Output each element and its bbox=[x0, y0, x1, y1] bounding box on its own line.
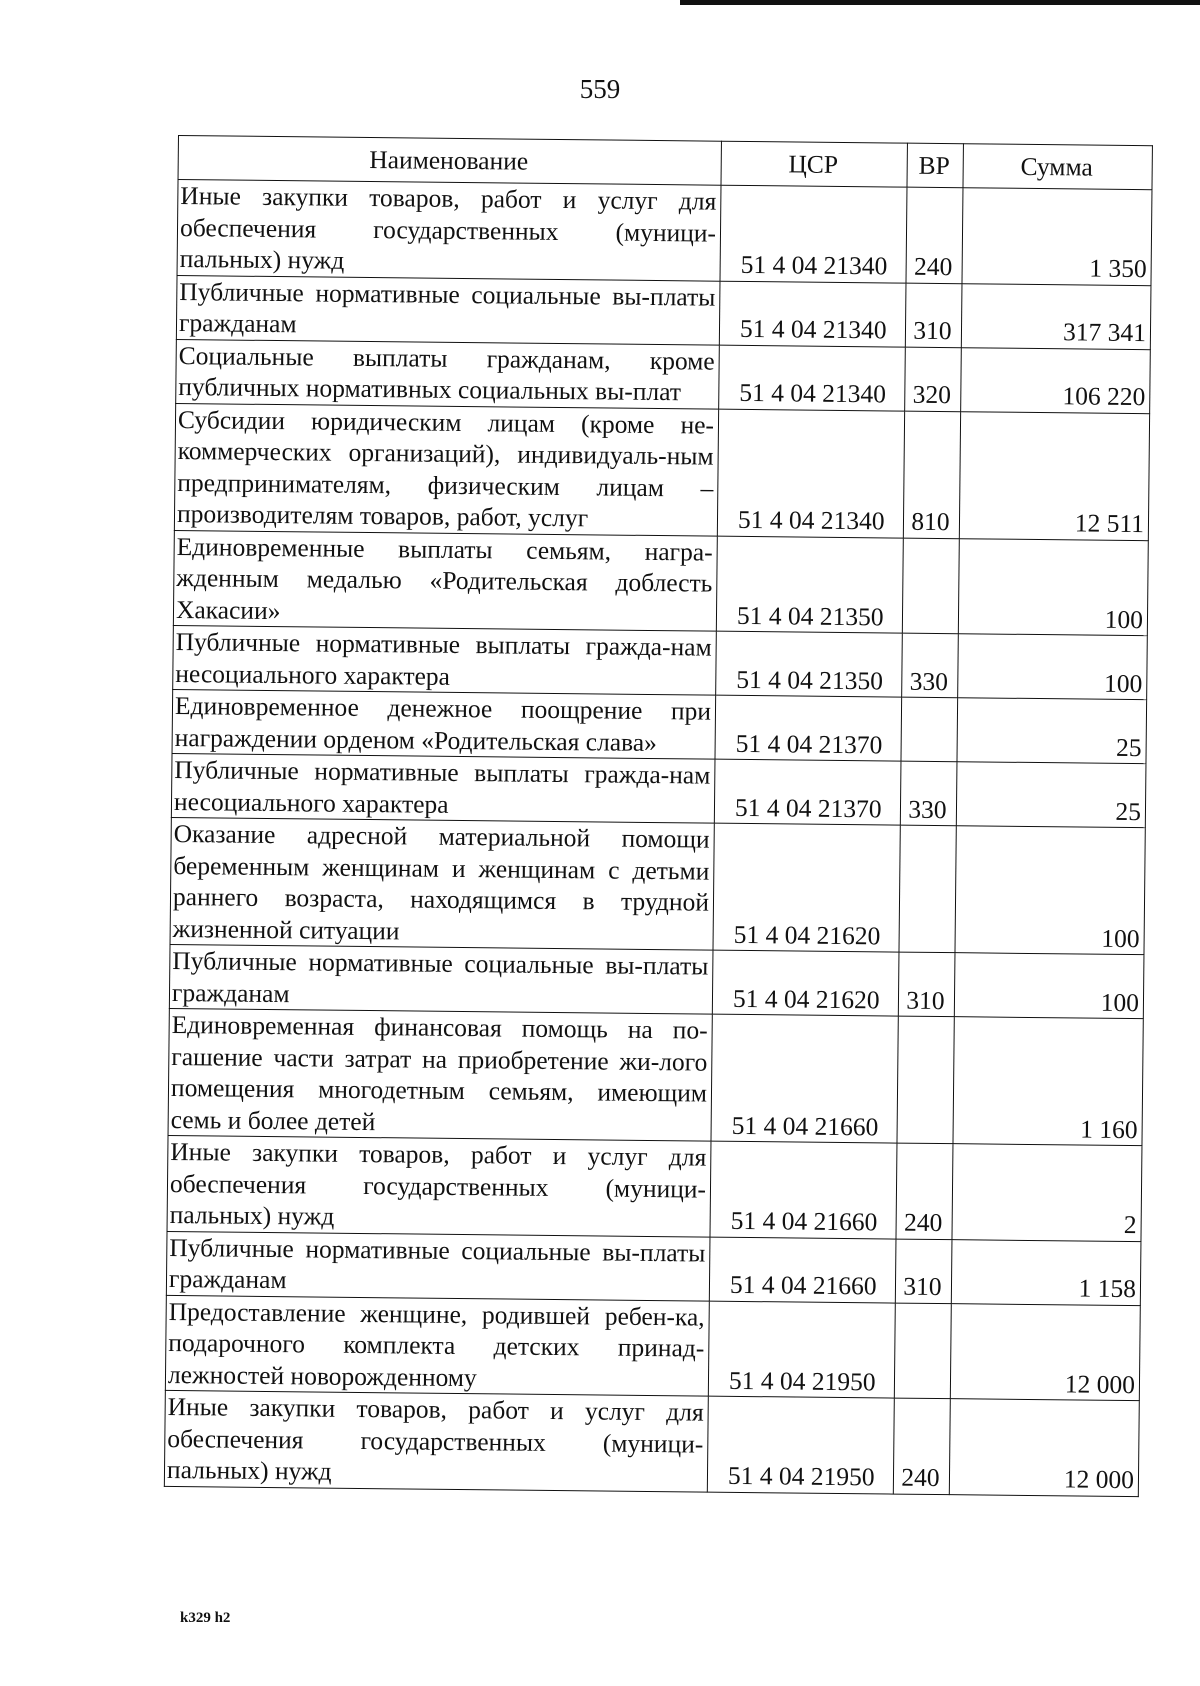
table-row bbox=[166, 1231, 1141, 1305]
row-csr: 51 4 04 21340 bbox=[719, 345, 906, 411]
table-row bbox=[167, 1135, 1142, 1241]
row-name: Социальные выплаты гражданам, кроме публичных нормативных социальных вы-плат bbox=[176, 339, 720, 409]
table-row bbox=[170, 817, 1145, 954]
row-vr bbox=[899, 825, 956, 953]
document-code: k329 h2 bbox=[180, 1610, 231, 1626]
header-csr: ЦСР bbox=[721, 141, 907, 187]
row-name: Публичные нормативные социальные вы-платы гражданам bbox=[166, 1231, 710, 1301]
row-name: Оказание адресной материальной помощи беременным женщинам и женщинам с детьми раннего возраста, находящимся в трудной жизненной ситуации bbox=[170, 817, 714, 950]
row-name: Иные закупки товаров, работ и услуг для обеспечения государственных (муници-пальных) нужд bbox=[167, 1135, 711, 1236]
row-name: Публичные нормативные социальные вы-платы гражданам bbox=[169, 944, 713, 1014]
row-csr: 51 4 04 21340 bbox=[719, 281, 906, 347]
row-name: Единовременные выплаты семьям, награ-жденным медалью «Родительская доблесть Хакасии» bbox=[173, 530, 717, 631]
row-vr bbox=[897, 1016, 954, 1144]
row-csr: 51 4 04 21660 bbox=[709, 1237, 896, 1303]
header-sum: Сумма bbox=[963, 144, 1152, 190]
page-number: 559 bbox=[579, 74, 621, 104]
row-name: Субсидии юридическим лицам (кроме не-коммерческих организаций), индивидуаль-ным предпринимателям, физическим лицам – производителям товаров, работ, услуг bbox=[174, 403, 718, 536]
row-sum: 100 bbox=[954, 953, 1144, 1019]
row-csr: 51 4 04 21350 bbox=[716, 536, 903, 633]
row-csr: 51 4 04 21340 bbox=[720, 185, 907, 282]
row-sum: 25 bbox=[957, 698, 1147, 764]
row-vr: 810 bbox=[903, 411, 960, 539]
row-vr bbox=[902, 538, 959, 634]
row-sum: 100 bbox=[958, 538, 1148, 635]
row-csr: 51 4 04 21370 bbox=[714, 759, 901, 825]
row-vr: 240 bbox=[906, 187, 963, 283]
row-vr: 330 bbox=[900, 761, 957, 826]
scan-edge-bar bbox=[680, 0, 1200, 5]
table-row bbox=[173, 530, 1148, 636]
header-name: Наименование bbox=[178, 136, 721, 186]
table-row bbox=[176, 275, 1151, 349]
row-vr bbox=[901, 697, 958, 762]
row-vr: 240 bbox=[893, 1398, 950, 1494]
row-sum: 1 350 bbox=[962, 188, 1152, 285]
row-name: Публичные нормативные социальные вы-платы гражданам bbox=[176, 275, 720, 345]
table-row bbox=[164, 1390, 1139, 1496]
table-row bbox=[172, 689, 1147, 763]
row-sum: 106 220 bbox=[961, 347, 1151, 413]
table-row bbox=[171, 753, 1146, 827]
row-vr: 240 bbox=[896, 1143, 953, 1239]
row-vr: 310 bbox=[895, 1239, 952, 1304]
row-vr: 320 bbox=[905, 347, 962, 412]
row-csr: 51 4 04 21950 bbox=[707, 1396, 894, 1493]
table-row bbox=[169, 944, 1144, 1018]
budget-table bbox=[164, 135, 1153, 1497]
row-name: Предоставление женщине, родившей ребен-ка, подарочного комплекта детских принад-лежностей новорожденному bbox=[165, 1295, 709, 1396]
row-name: Единовременное денежное поощрение при награждении орденом «Родительская слава» bbox=[172, 689, 716, 759]
table-row bbox=[173, 625, 1148, 699]
row-name: Иные закупки товаров, работ и услуг для обеспечения государственных (муници-пальных) нужд bbox=[164, 1390, 708, 1491]
row-sum: 12 000 bbox=[950, 1303, 1140, 1400]
row-vr: 310 bbox=[905, 283, 962, 348]
row-sum: 100 bbox=[955, 826, 1145, 955]
row-csr: 51 4 04 21350 bbox=[716, 631, 903, 697]
row-sum: 1 158 bbox=[951, 1239, 1141, 1305]
row-csr: 51 4 04 21950 bbox=[708, 1301, 895, 1398]
row-csr: 51 4 04 21660 bbox=[711, 1014, 898, 1143]
table-row bbox=[165, 1295, 1140, 1401]
row-name: Единовременная финансовая помощь на по-гашение части затрат на приобретение жи-лого помещения многодетным семьям, имеющим семь и более детей bbox=[168, 1008, 712, 1141]
row-csr: 51 4 04 21370 bbox=[715, 695, 902, 761]
table-row bbox=[176, 339, 1151, 413]
row-sum: 1 160 bbox=[953, 1017, 1143, 1146]
row-vr bbox=[894, 1303, 951, 1399]
row-sum: 25 bbox=[956, 762, 1146, 828]
row-sum: 100 bbox=[958, 634, 1148, 700]
row-name: Иные закупки товаров, работ и услуг для обеспечения государственных (муници-пальных) нужд bbox=[177, 180, 721, 281]
row-name: Публичные нормативные выплаты гражда-нам несоциального характера bbox=[173, 625, 717, 695]
row-csr: 51 4 04 21340 bbox=[717, 409, 904, 538]
table-row bbox=[174, 403, 1149, 540]
row-sum: 12 000 bbox=[949, 1399, 1139, 1496]
table-row bbox=[177, 180, 1152, 286]
row-vr: 330 bbox=[902, 633, 959, 698]
row-sum: 2 bbox=[952, 1144, 1142, 1241]
row-sum: 12 511 bbox=[959, 411, 1149, 540]
row-csr: 51 4 04 21620 bbox=[713, 823, 900, 952]
header-vr: ВР bbox=[907, 143, 963, 188]
row-csr: 51 4 04 21620 bbox=[712, 950, 899, 1016]
table-body bbox=[164, 180, 1152, 1497]
row-sum: 317 341 bbox=[961, 283, 1151, 349]
table-row bbox=[168, 1008, 1143, 1145]
row-name: Публичные нормативные выплаты гражда-нам несоциального характера bbox=[171, 753, 715, 823]
row-vr: 310 bbox=[898, 952, 955, 1017]
row-csr: 51 4 04 21660 bbox=[710, 1141, 897, 1238]
